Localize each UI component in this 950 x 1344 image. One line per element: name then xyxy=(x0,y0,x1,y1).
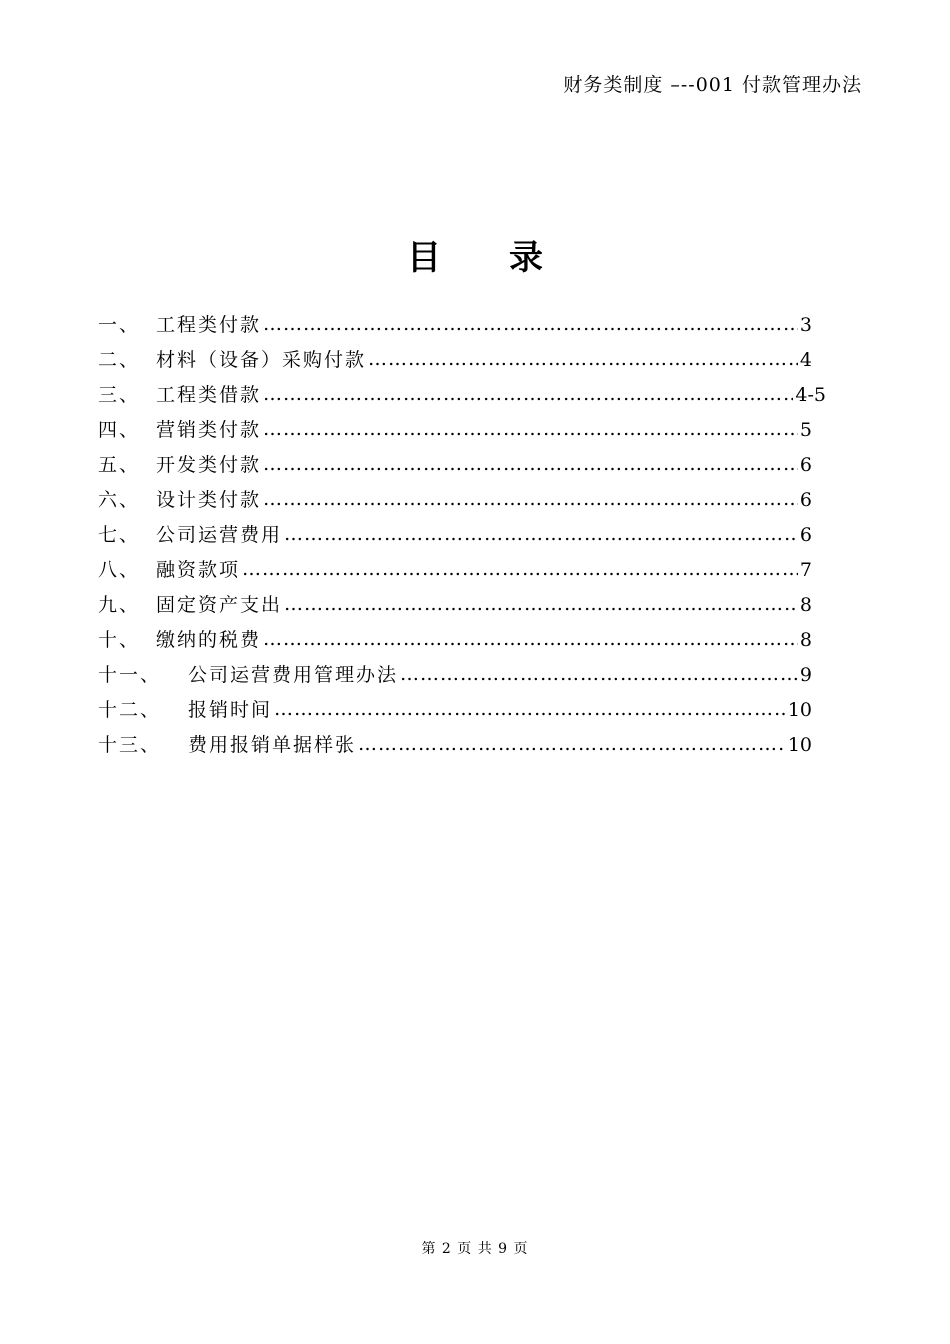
table-of-contents xyxy=(98,310,828,765)
toc-entry-number: 七、 xyxy=(98,524,141,546)
toc-entry-number: 八、 xyxy=(98,559,141,581)
toc-entry-page: 3 xyxy=(799,314,812,336)
toc-entry-number: 二、 xyxy=(98,349,141,371)
title-char-2: 录 xyxy=(509,238,543,278)
toc-entry-label: 设计类付款 xyxy=(156,489,262,511)
toc-entry[interactable] xyxy=(98,660,812,695)
toc-entry-page: 10 xyxy=(787,699,812,721)
toc-entry[interactable] xyxy=(98,485,812,520)
toc-dot-leader xyxy=(263,488,798,510)
toc-entry[interactable] xyxy=(98,310,812,345)
toc-entry[interactable] xyxy=(98,380,826,415)
toc-dot-leader xyxy=(242,558,798,580)
toc-entry-page: 10 xyxy=(787,734,812,756)
toc-entry[interactable] xyxy=(98,625,812,660)
toc-entry-label: 报销时间 xyxy=(188,699,273,721)
toc-entry[interactable] xyxy=(98,590,812,625)
title-char-1: 目 xyxy=(407,238,441,278)
toc-entry-number: 十、 xyxy=(98,629,141,651)
toc-entry[interactable] xyxy=(98,730,812,765)
toc-entry-number: 十二、 xyxy=(98,699,162,721)
toc-dot-leader xyxy=(274,698,786,720)
toc-entry[interactable] xyxy=(98,695,812,730)
toc-entry-number: 十一、 xyxy=(98,664,162,686)
toc-entry-label: 营销类付款 xyxy=(156,419,262,441)
toc-dot-leader xyxy=(263,313,798,335)
toc-entry-number: 十三、 xyxy=(98,734,162,756)
document-title xyxy=(0,230,950,279)
toc-dot-leader xyxy=(368,348,798,370)
toc-dot-leader xyxy=(263,628,798,650)
toc-entry-label: 材料（设备）采购付款 xyxy=(156,349,367,371)
toc-entry-label: 工程类付款 xyxy=(156,314,262,336)
toc-entry-number: 九、 xyxy=(98,594,141,616)
toc-entry[interactable] xyxy=(98,415,812,450)
toc-entry-label: 费用报销单据样张 xyxy=(188,734,357,756)
toc-entry-number: 六、 xyxy=(98,489,141,511)
page-footer: 第 2 页 共 9 页 xyxy=(421,1241,529,1257)
toc-entry-page: 4-5 xyxy=(795,384,826,406)
toc-entry-label: 缴纳的税费 xyxy=(156,629,262,651)
toc-entry-page: 6 xyxy=(799,489,812,511)
toc-entry-page: 4 xyxy=(799,349,812,371)
toc-dot-leader xyxy=(284,523,798,545)
toc-entry-page: 7 xyxy=(799,559,812,581)
toc-entry[interactable] xyxy=(98,555,812,590)
toc-entry-label: 公司运营费用 xyxy=(156,524,283,546)
toc-dot-leader xyxy=(263,383,793,405)
toc-dot-leader xyxy=(284,593,798,615)
toc-dot-leader xyxy=(358,733,786,755)
toc-entry-page: 6 xyxy=(799,454,812,476)
toc-entry[interactable] xyxy=(98,520,812,555)
toc-dot-leader xyxy=(263,418,798,440)
toc-entry-number: 一、 xyxy=(98,314,141,336)
toc-entry-number: 四、 xyxy=(98,419,141,441)
toc-entry-label: 固定资产支出 xyxy=(156,594,283,616)
toc-entry-page: 6 xyxy=(799,524,812,546)
toc-dot-leader xyxy=(400,663,798,685)
toc-entry-label: 公司运营费用管理办法 xyxy=(188,664,399,686)
toc-dot-leader xyxy=(263,453,798,475)
toc-entry-label: 开发类付款 xyxy=(156,454,262,476)
toc-entry-page: 9 xyxy=(799,664,812,686)
toc-entry-number: 三、 xyxy=(98,384,141,406)
toc-entry-label: 工程类借款 xyxy=(156,384,262,406)
toc-entry[interactable] xyxy=(98,345,812,380)
page-header: 财务类制度 –--001 付款管理办法 xyxy=(563,74,862,96)
toc-entry-label: 融资款项 xyxy=(156,559,241,581)
toc-entry-page: 8 xyxy=(799,629,812,651)
toc-entry-number: 五、 xyxy=(98,454,141,476)
toc-entry[interactable] xyxy=(98,450,812,485)
toc-entry-page: 5 xyxy=(799,419,812,441)
toc-entry-page: 8 xyxy=(799,594,812,616)
